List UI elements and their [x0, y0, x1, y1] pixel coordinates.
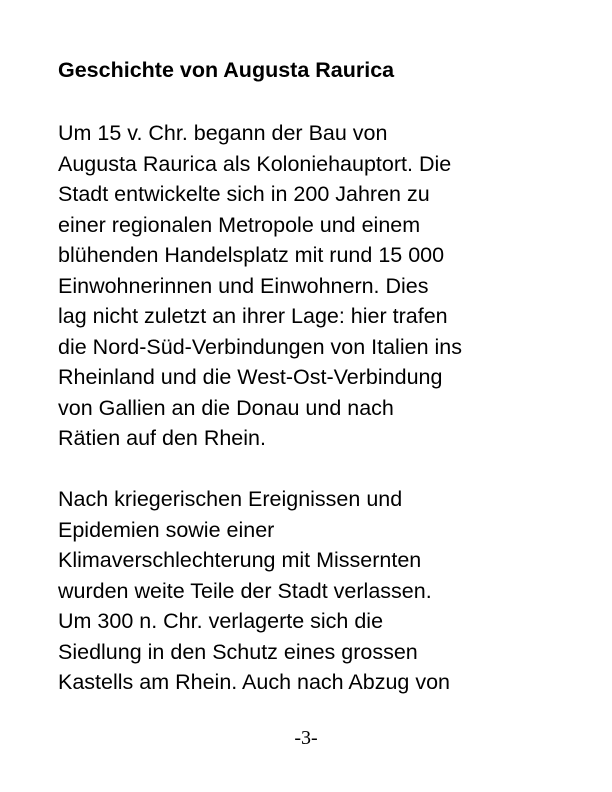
page-title: Geschichte von Augusta Raurica	[58, 58, 395, 82]
text-line: einer regionalen Metropole und einem	[58, 212, 421, 237]
text-line: von Gallien an die Donau und nach	[58, 395, 394, 420]
text-line: Siedlung in den Schutz eines grossen	[58, 639, 418, 664]
text-line: Rätien auf den Rhein.	[58, 426, 266, 450]
text-line: Einwohnerinnen und Einwohnern. Dies	[58, 273, 429, 298]
text-line: blühenden Handelsplatz mit rund 15 000	[58, 243, 445, 267]
text-line: Epidemien sowie einer	[58, 517, 275, 542]
paragraph-1	[58, 118, 462, 454]
paragraph-2	[58, 484, 450, 698]
text-line: Kastells am Rhein. Auch nach Abzug von	[58, 670, 451, 694]
text-line: Um 15 v. Chr. begann der Bau von	[58, 121, 388, 145]
text-line: Stadt entwickelte sich in 200 Jahren zu	[58, 182, 430, 206]
text-line: Rheinland und die West-Ost-Verbindung	[58, 365, 443, 389]
text-line: Augusta Raurica als Koloniehauptort. Die	[58, 151, 452, 176]
text-line: Klimaverschlechterung mit Missernten	[58, 548, 422, 572]
text-line: die Nord-Süd-Verbindungen von Italien ins	[58, 334, 462, 359]
text-line: wurden weite Teile der Stadt verlassen.	[58, 578, 432, 603]
text-line: lag nicht zuletzt an ihrer Lage: hier trafen	[58, 304, 448, 328]
text-line: Nach kriegerischen Ereignissen und	[58, 487, 403, 511]
text-line: Um 300 n. Chr. verlagerte sich die	[58, 609, 384, 633]
page-number: -3-	[294, 727, 318, 749]
